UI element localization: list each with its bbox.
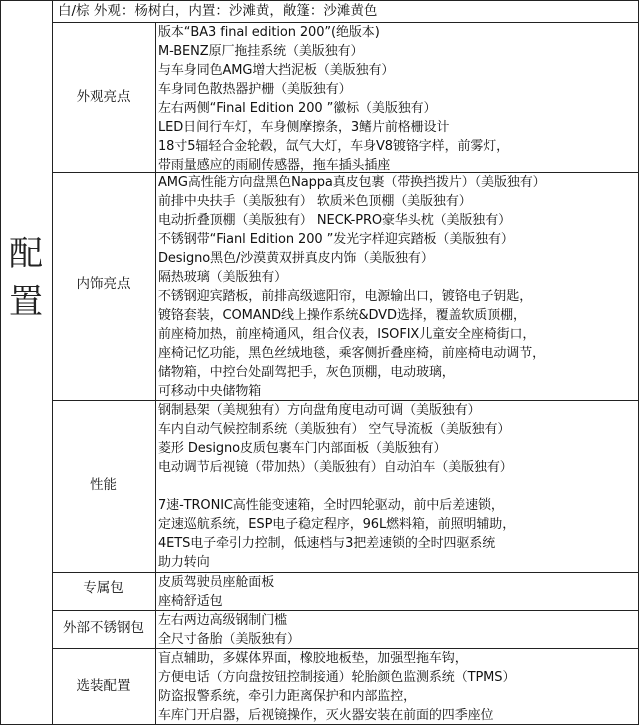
list-item: 不锈钢迎宾踏板，前排高级遮阳帘，电源输出口，镀铬电子钥匙， xyxy=(158,289,533,304)
list-item: 车身同色散热器护栅（美版独有） xyxy=(158,82,352,97)
performance-lines xyxy=(158,401,638,572)
exterior-lines xyxy=(158,23,638,175)
list-item: 座椅记忆功能，黑色丝绒地毯，乘客侧折叠座椅，前座椅电动调节， xyxy=(158,346,546,361)
list-item: 车内自动气候控制系统（美版独有） 空气导流板（美版独有） xyxy=(158,422,511,437)
list-item: 前排中央扶手（美版独有） 软质米色顶棚（美版独有） xyxy=(158,194,472,209)
list-item: 电动调节后视镜（带加热）（美版独有）自动泊车（美版独有） xyxy=(158,460,513,475)
category-exterior: 外观亮点 xyxy=(76,89,131,105)
list-item: 7速-TRONIC高性能变速箱，全时四轮驱动，前中后差速锁， xyxy=(158,498,504,513)
list-item: M-BENZ原厂拖挂系统（美版独有） xyxy=(158,44,364,59)
list-item: 车库门开启器，后视镜操作，灭火器安装在前面的四季座位 xyxy=(158,708,494,723)
list-item: 盲点辅助，多媒体界面，橡胶地板垫，加强型拖车钩， xyxy=(158,651,468,666)
category-exclusive-package: 专属包 xyxy=(83,580,124,596)
list-item: LED日间行车灯，车身侧摩擦条，3鳍片前格栅设计 xyxy=(158,120,450,135)
list-item: 菱形 Designo皮质包裹车门内部面板（美版独有） xyxy=(158,441,447,456)
list-item: 左右两边高级钢制门槛 xyxy=(158,613,288,628)
list-item: 钢制悬架（美规独有）方向盘角度电动可调（美版独有） xyxy=(158,403,481,418)
category-stainless-package: 外部不锈钢包 xyxy=(63,620,144,636)
list-item: 皮质驾驶员座舱面板 xyxy=(158,575,275,590)
list-item: 电动折叠顶棚（美版独有） NECK-PRO豪华头枕（美版独有） xyxy=(158,213,512,228)
category-performance: 性能 xyxy=(90,477,117,493)
list-item: 储物箱，中控台处副驾把手，灰色顶棚，电动玻璃， xyxy=(158,365,455,380)
list-item: 版本“BA3 final edition 200”(绝版本) xyxy=(158,25,380,40)
list-item: 4ETS电子牵引力控制，低速档与3把差速锁的全时四驱系统 xyxy=(158,536,496,551)
table-border-left xyxy=(0,0,1,725)
list-item: 带雨量感应的雨刷传感器，拖车插头插座 xyxy=(158,158,391,173)
category-interior: 内饰亮点 xyxy=(76,276,131,292)
list-item: 防盗报警系统，牵引力距离保护和内部监控， xyxy=(158,689,417,704)
list-item-blank xyxy=(158,477,638,496)
list-item: 座椅舒适包 xyxy=(158,594,223,609)
interior-lines xyxy=(158,173,638,401)
table-divider-side xyxy=(52,0,53,725)
list-item: 全尺寸备胎（美版独有） xyxy=(158,632,300,647)
list-item: 与车身同色AMG增大挡泥板（美版独有） xyxy=(158,63,395,78)
header-color-info: 白/棕 外观：杨树白，内置：沙滩黄，敞篷：沙滩黄色 xyxy=(58,3,378,19)
optional-lines xyxy=(158,649,638,725)
stainless-package-lines xyxy=(158,611,638,649)
list-item: AMG高性能方向盘黑色Nappa真皮包裹（带换挡拨片）（美版独有） xyxy=(158,175,546,190)
side-label: 配置 xyxy=(9,234,43,322)
list-item: Designo黑色/沙漠黄双拼真皮内饰（美版独有） xyxy=(158,251,434,266)
list-item: 18寸5辐轻合金轮毂，氙气大灯，车身V8镀铬字样，前雾灯， xyxy=(158,139,510,154)
table-divider-category xyxy=(155,22,156,725)
list-item: 可移动中央储物箱 xyxy=(158,384,262,399)
exclusive-package-lines xyxy=(158,573,638,611)
list-item: 定速巡航系统，ESP电子稳定程序，96L燃料箱，前照明辅助， xyxy=(158,517,516,532)
category-optional: 选装配置 xyxy=(76,678,131,694)
list-item: 镀铬套装，COMAND线上操作系统&DVD选择，覆盖软质顶棚， xyxy=(158,308,526,323)
list-item: 助力转向 xyxy=(158,555,210,570)
list-item: 隔热玻璃（美版独有） xyxy=(158,270,288,285)
list-item: 左右两侧“Final Edition 200 ”徽标（美版独有） xyxy=(158,101,437,116)
list-item: 前座椅加热，前座椅通风，组合仪表，ISOFIX儿童安全座椅街口， xyxy=(158,327,536,342)
list-item: 方便电话（方向盘按钮控制接通）轮胎颜色监测系统（TPMS） xyxy=(158,670,516,685)
list-item: 不锈钢带“Fianl Edition 200 ”发光字样迎宾踏板（美版独有） xyxy=(158,232,514,247)
